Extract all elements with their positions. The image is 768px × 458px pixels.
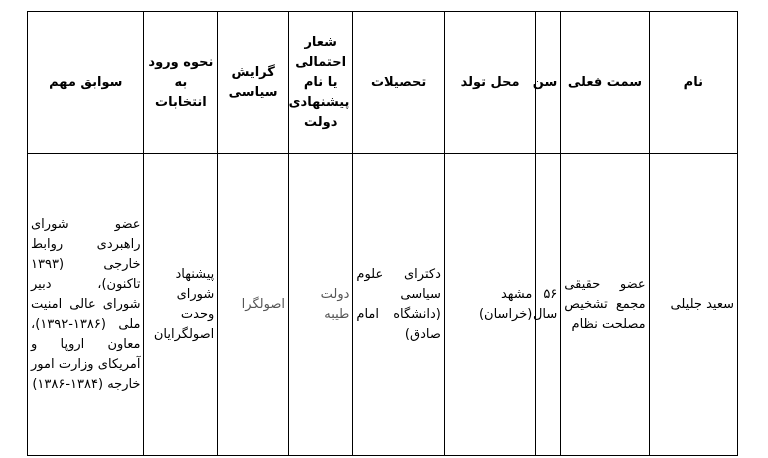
header-education: تحصیلات xyxy=(353,12,444,154)
header-entry: نحوه ورود به انتخابات xyxy=(144,12,218,154)
cell-entry: پیشنهاد شورای وحدت اصولگرایان xyxy=(144,154,218,456)
header-birthplace: محل تولد xyxy=(444,12,535,154)
cell-position: عضو حقیقی مجمع تشخیص مصلحت نظام xyxy=(561,154,649,456)
candidate-profile-table xyxy=(27,11,738,456)
header-orientation: گرایش سیاسی xyxy=(218,12,289,154)
cell-name: سعید جلیلی xyxy=(649,154,737,456)
header-row xyxy=(28,12,738,154)
header-name: نام xyxy=(649,12,737,154)
cell-birthplace: مشهد (خراسان) xyxy=(444,154,535,456)
table-row xyxy=(28,154,738,456)
cell-orientation: اصولگرا xyxy=(218,154,289,456)
cell-records: عضو شورای راهبردی روابط خارجی (۱۳۹۳ تاکنون)، دبیر شورای عالی امنیت ملی (۱۳۸۶-۱۳۹۲)، معاون اروپا و آمریکای وزارت امور خارجه (۱۳۸۴-۱۳۸۶) xyxy=(28,154,144,456)
header-position: سمت فعلی xyxy=(561,12,649,154)
header-age: سن xyxy=(536,12,561,154)
cell-age: ۵۶ سال xyxy=(536,154,561,456)
header-records: سوابق مهم xyxy=(28,12,144,154)
cell-slogan: دولت طیبه xyxy=(288,154,352,456)
header-slogan: شعار احتمالی یا نام پیشنهادی دولت xyxy=(288,12,352,154)
cell-education: دکترای علوم سیاسی (دانشگاه امام صادق) xyxy=(353,154,444,456)
